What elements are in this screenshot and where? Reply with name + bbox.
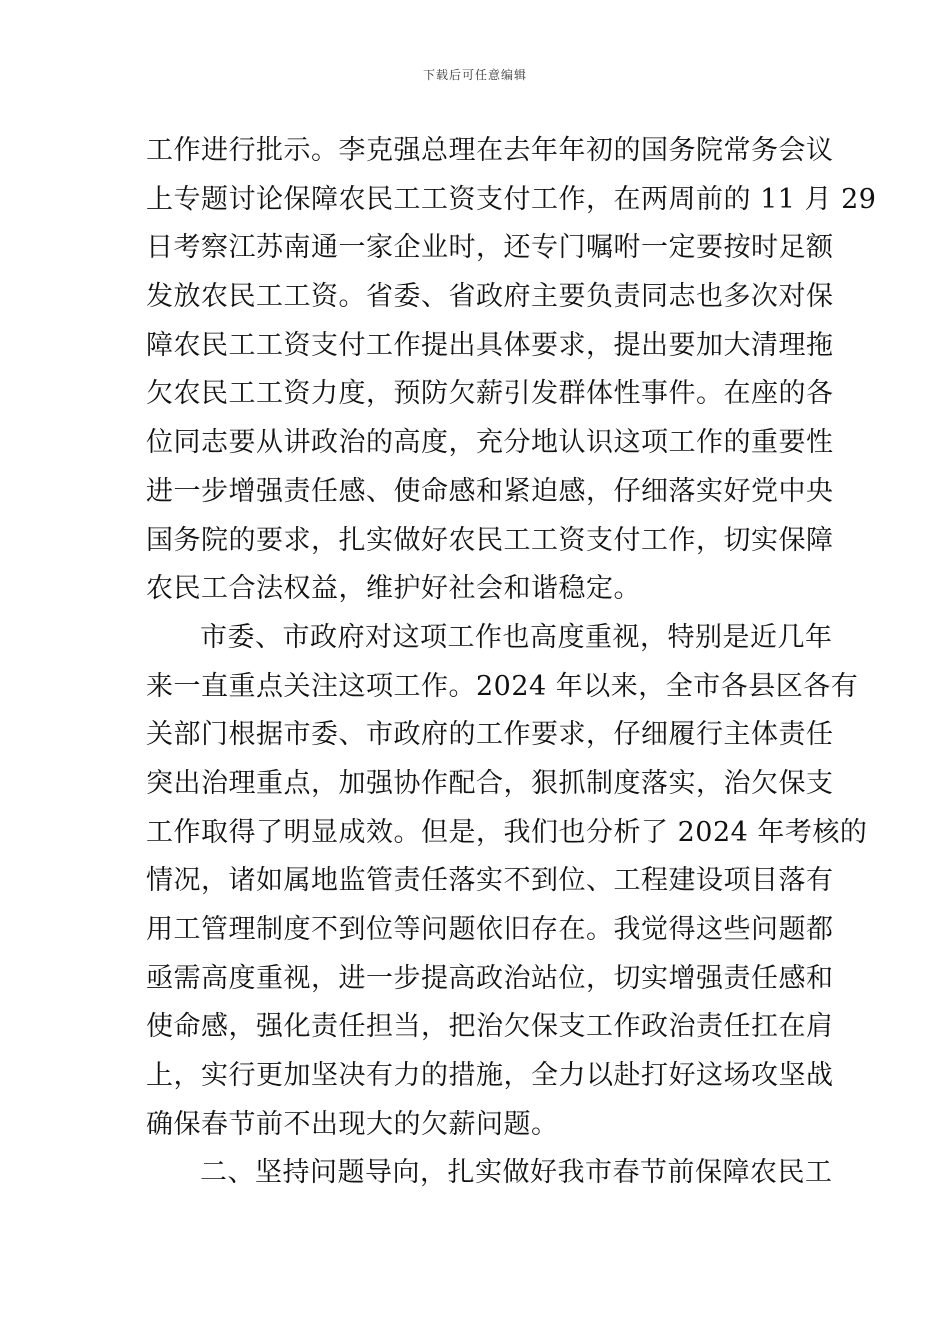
text-line: 日考察江苏南通一家企业时，还专门嘱咐一定要按时足额 [146,232,834,264]
page-header: 下载后可任意编辑 [422,68,527,82]
text-line: 农民工合法权益，维护好社会和谐稳定。 [146,573,641,605]
text-line: 情况，诸如属地监管责任落实不到位、工程建设项目落有 [146,865,834,897]
text-line: 亟需高度重视，进一步提高政治站位，切实增强责任感和 [146,962,834,994]
text-line: 用工管理制度不到位等问题依旧存在。我觉得这些问题都 [146,914,834,945]
text-line: 障农民工工资支付工作提出具体要求，提出要加大清理拖 [146,329,834,361]
text-line: 工作取得了明显成效。但是，我们也分析了 2024 年考核的 [146,816,868,848]
text-line: 欠农民工工资力度，预防欠薪引发群体性事件。在座的各 [146,378,834,410]
text-line: 使命感，强化责任担当，把治欠保支工作政治责任扛在肩 [146,1011,834,1043]
text-line: 发放农民工工资。省委、省政府主要负责同志也多次对保 [146,281,834,313]
section-heading-line: 二、坚持问题导向，扎实做好我市春节前保障农民工 [200,1157,833,1189]
text-line: 确保春节前不出现大的欠薪问题。 [146,1108,559,1140]
text-line: 关部门根据市委、市政府的工作要求，仔细履行主体责任 [146,719,834,751]
text-line: 国务院的要求，扎实做好农民工工资支付工作，切实保障 [146,524,834,556]
document-body [146,127,877,1198]
text-line: 进一步增强责任感、使命感和紧迫感，仔细落实好党中央 [146,475,834,507]
text-line: 突出治理重点，加强协作配合，狠抓制度落实，治欠保支 [146,767,834,799]
text-line: 上，实行更加坚决有力的措施，全力以赴打好这场攻坚战 [146,1060,834,1092]
text-line: 来一直重点关注这项工作。2024 年以来，全市各县区各有 [146,670,859,702]
text-line: 市委、市政府对这项工作也高度重视，特别是近几年 [200,621,833,653]
text-line: 工作进行批示。李克强总理在去年年初的国务院常务会议 [146,135,834,166]
text-line: 位同志要从讲政治的高度，充分地认识这项工作的重要性 [146,427,834,459]
text-line: 上专题讨论保障农民工工资支付工作，在两周前的 11 月 29 [146,183,877,215]
